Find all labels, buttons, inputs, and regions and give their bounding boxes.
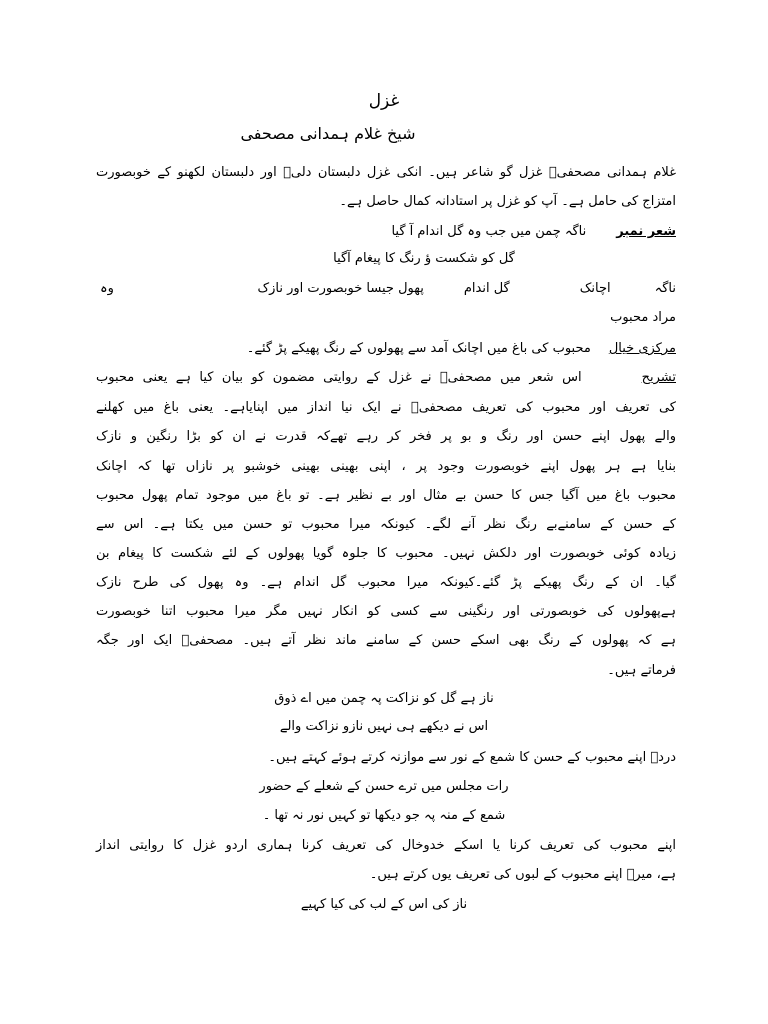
intro-line-1: غلام ہمدانی مصحفیؔ غزل گو شاعر ہیں۔ انکی غزل دلبستان دلیؔ اور دلبستان لکھنو کے خوبصورت xyxy=(96,165,676,180)
glossary-meaning-3: مراد محبوب xyxy=(610,310,676,325)
explanation-line: کی تعریف اور محبوب کی تعریف مصحفیؔ نے ایک نیا انداز میں اپنایاہے۔ یعنی باغ میں کھلنے xyxy=(96,400,676,415)
sher-line-1: ناگہ چمن میں جب وہ گل اندام آ گیا xyxy=(391,224,587,239)
explanation-line: ہے کہ پھولوں کے رنگ بھی اسکے حسن کے سامنے ماند نظر آتے ہیں۔ مصحفیؔ ایک اور جگہ xyxy=(96,633,676,648)
explanation-label: تشریح xyxy=(641,370,676,385)
sher-number-label: شعر نمبر xyxy=(616,224,676,239)
explanation-line: والے پھول اپنے حسن اور رنگ و بو پر فخر کر رہے تھےکہ قدرت نے ان کو بڑا رنگین و نازک xyxy=(96,429,676,444)
explanation-first xyxy=(96,369,676,387)
couplet-1-line-2: اس نے دیکھے ہی نہیں نازو نزاکت والے xyxy=(279,719,489,734)
explanation-line: محبوب باغ میں آگیا جس کا حسن بے مثال اور بے نظیر ہے۔ تو باغ میں موجود تمام پھول محبوب xyxy=(96,488,676,503)
final-line: ناز کی اس کے لب کی کیا کہیے xyxy=(300,897,468,912)
couplet-2-line-1: رات مجلس میں ترے حسن کے شعلے کے حضور xyxy=(259,779,509,794)
explanation-line: ہےپھولوں کی خوبصورتی اور رنگینی سے کسی کو انکار نہیں مگر میرا محبوب اتنا خوبصورت xyxy=(96,604,676,619)
glossary-word-2: گل اندام xyxy=(463,281,510,296)
intro-line-2: امتزاج کی حامل ہے۔ آپ کو غزل پر استادانہ کمال حاصل ہے۔ xyxy=(339,194,676,209)
glossary-word-3: وہ xyxy=(100,281,114,296)
couplet-1-line-1: ناز ہے گل کو نزاکت پہ چمن میں اے ذوق xyxy=(274,691,494,706)
explanation-line: گیا۔ ان کے رنگ پھیکے پڑ گئے۔کیونکہ میرا محبوب گل اندام ہے۔ وہ پھول کی طرح نازک xyxy=(96,575,676,590)
explanation-last: فرماتے ہیں۔ xyxy=(607,663,676,678)
page-title: غزل xyxy=(368,91,400,111)
dard-intro: دردؔ اپنے محبوب کے حسن کا شمع کے نور سے موازنہ کرتے ہوئے کہتے ہیں۔ xyxy=(268,750,676,765)
author-name: شیخ غلام ہمدانی مصحفی xyxy=(240,124,416,143)
couplet-2-line-2: شمع کے منہ پہ جو دیکھا تو کہیں نور نہ تھا ۔ xyxy=(262,808,506,823)
glossary-word-1: ناگہ xyxy=(654,281,676,296)
glossary-meaning-2: پھول جیسا خوبصورت اور نازک xyxy=(257,281,424,296)
sher-line-2: گل کو شکست ؤ رنگ کا پیغام آگیا xyxy=(333,251,515,266)
central-idea xyxy=(247,340,676,358)
explanation-line: کے حسن کے سامنےبے رنگ نظر آنے لگے۔ کیونکہ میرا محبوب تو حسن میں یکتا ہے۔ اس سے xyxy=(96,517,676,532)
central-idea-label: مرکزی خیال xyxy=(608,341,676,356)
glossary-row xyxy=(257,280,676,298)
explanation-line: بنایا ہے ہر پھول اپنے خوبصورت وجود پر ، اپنی بھینی بھینی خوشبو پر نازاں تھا کہ اچانک xyxy=(96,459,676,474)
closing-line-1: اپنے محبوب کی تعریف کرنا یا اسکے خدوخال کی تعریف کرنا ہماری اردو غزل کا روایتی انداز xyxy=(96,838,676,853)
glossary-meaning-1: اچانک xyxy=(579,281,611,296)
central-idea-text: محبوب کی باغ میں اچانک آمد سے پھولوں کے رنگ پھیکے پڑ گئے۔ xyxy=(246,341,591,356)
explanation-first-text: اس شعر میں مصحفیؔ نے غزل کے روایتی مضمون کو بیان کیا ہے یعنی محبوب xyxy=(96,370,582,385)
sher-heading xyxy=(391,223,676,241)
explanation-line: زیادہ کوئی خوبصورت اور دلکش نہیں۔ محبوب کا جلوہ گویا پھولوں کے لئے شکست کا پیغام بن xyxy=(96,546,676,561)
closing-line-2: ہے، میرؔ اپنے محبوب کے لبوں کی تعریف یوں کرتے ہیں۔ xyxy=(369,867,676,882)
